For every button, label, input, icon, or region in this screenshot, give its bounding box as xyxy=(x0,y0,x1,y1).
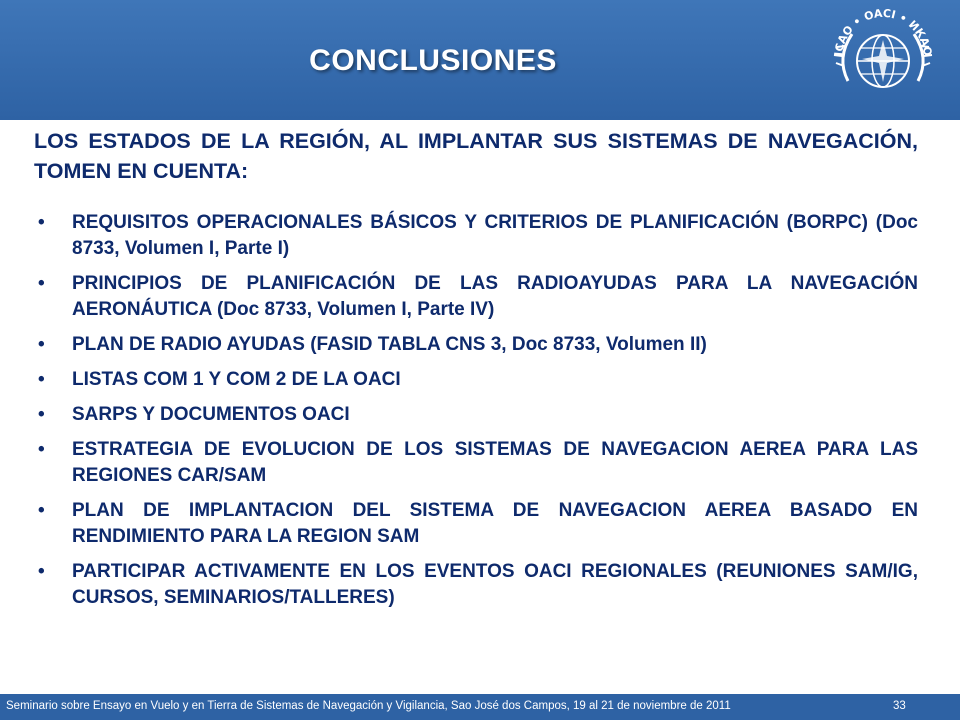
list-item-text: PLAN DE RADIO AYUDAS (FASID TABLA CNS 3, Doc 8733, Volumen II) xyxy=(72,334,707,355)
list-item-text: PLAN DE IMPLANTACION DEL SISTEMA DE NAVEGACION AEREA BASADO EN RENDIMIENTO PARA LA REGION SAM xyxy=(72,500,918,547)
bullet-icon: • xyxy=(38,439,45,460)
list-item-text: ESTRATEGIA DE EVOLUCION DE LOS SISTEMAS DE NAVEGACION AEREA PARA LAS REGIONES CAR/SAM xyxy=(72,439,918,486)
footer-text: Seminario sobre Ensayo en Vuelo y en Tierra de Sistemas de Navegación y Vigilancia, Sao José dos Campos, 19 al 21 de noviembre de 2011 xyxy=(6,700,731,712)
list-item xyxy=(34,210,918,262)
bullet-icon: • xyxy=(38,404,45,425)
slide-content xyxy=(34,126,918,620)
list-item xyxy=(34,498,918,550)
bullet-icon: • xyxy=(38,273,45,294)
bullet-icon: • xyxy=(38,369,45,390)
list-item xyxy=(34,271,918,323)
footer-bar xyxy=(0,694,960,720)
list-item-text: PARTICIPAR ACTIVAMENTE EN LOS EVENTOS OACI REGIONALES (REUNIONES SAM/IG, CURSOS, SEMINARIOS/TALLERES) xyxy=(72,561,918,608)
bullet-icon: • xyxy=(38,334,45,355)
slide-title: CONCLUSIONES xyxy=(309,44,557,77)
list-item-text: SARPS Y DOCUMENTOS OACI xyxy=(72,404,350,425)
list-item xyxy=(34,402,918,428)
icao-emblem-icon xyxy=(818,6,948,116)
list-item xyxy=(34,437,918,489)
list-item-text: PRINCIPIOS DE PLANIFICACIÓN DE LAS RADIOAYUDAS PARA LA NAVEGACIÓN AERONÁUTICA (Doc 8733, Volumen I, Parte IV) xyxy=(72,273,918,320)
list-item xyxy=(34,559,918,611)
list-item xyxy=(34,367,918,393)
intro-text: LOS ESTADOS DE LA REGIÓN, AL IMPLANTAR SUS SISTEMAS DE NAVEGACIÓN, TOMEN EN CUENTA: xyxy=(34,129,918,183)
bullet-list xyxy=(34,210,918,611)
emblem-ring-text: ICAO • OACI • ИКАО xyxy=(832,6,935,57)
list-item-text: REQUISITOS OPERACIONALES BÁSICOS Y CRITERIOS DE PLANIFICACIÓN (BORPC) (Doc 8733, Volumen I, Parte I) xyxy=(72,212,918,259)
bullet-icon: • xyxy=(38,561,45,582)
bullet-icon: • xyxy=(38,500,45,521)
list-item-text: LISTAS COM 1 Y COM 2 DE LA OACI xyxy=(72,369,401,390)
bullet-icon: • xyxy=(38,212,45,233)
list-item xyxy=(34,332,918,358)
page-number: 33 xyxy=(893,700,906,712)
